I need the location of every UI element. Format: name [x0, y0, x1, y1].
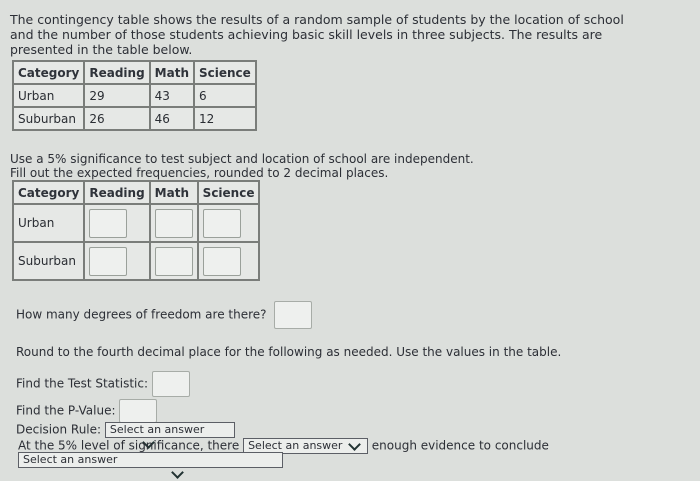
expected-cell — [85, 243, 148, 279]
dof-question — [16, 301, 312, 329]
dof-label: How many degrees of freedom are there? — [16, 307, 267, 322]
table-row — [14, 205, 258, 241]
expected-table — [12, 180, 260, 281]
pvalue-input[interactable] — [119, 399, 157, 423]
observed-table — [12, 60, 257, 131]
row-label-suburban: Suburban — [14, 108, 83, 129]
cell-urban-math: 43 — [151, 85, 193, 106]
expected-header-row — [14, 182, 258, 203]
expected-suburban-reading-input[interactable] — [89, 247, 127, 276]
expected-cell — [199, 205, 259, 241]
conclusion-select-text: Select an answer — [248, 439, 343, 452]
conclusion-suffix: enough evidence to conclude — [371, 438, 549, 453]
expected-urban-reading-input[interactable] — [89, 209, 127, 238]
col-header-science: Science — [199, 182, 259, 203]
test-stat-input[interactable] — [152, 371, 190, 397]
col-header-reading: Reading — [85, 62, 148, 83]
col-header-science: Science — [195, 62, 255, 83]
decision-rule-select[interactable] — [105, 422, 235, 438]
cell-urban-science: 6 — [195, 85, 255, 106]
test-stat-label: Find the Test Statistic: — [16, 376, 148, 391]
expected-cell — [151, 205, 197, 241]
col-header-math: Math — [151, 62, 193, 83]
final-select-text: Select an answer — [23, 453, 118, 466]
final-row — [18, 452, 283, 468]
conclusion-prefix: At the 5% level of significance, there — [18, 438, 240, 453]
observed-header-row — [14, 62, 255, 83]
cell-suburban-reading: 26 — [85, 108, 148, 129]
problem-intro: The contingency table shows the results of a random sample of students by the location of school and the number of those students achieving basic skill levels in three subjects. The results are presented in the table below. — [10, 12, 624, 57]
expected-suburban-science-input[interactable] — [203, 247, 241, 276]
cell-urban-reading: 29 — [85, 85, 148, 106]
test-stat-row — [16, 371, 190, 397]
col-header-math: Math — [151, 182, 197, 203]
col-header-category: Category — [14, 62, 83, 83]
pvalue-row — [16, 399, 157, 423]
expected-urban-math-input[interactable] — [155, 209, 193, 238]
table-row — [14, 108, 255, 129]
cell-suburban-science: 12 — [195, 108, 255, 129]
instruction-expected: Fill out the expected frequencies, rounded to 2 decimal places. — [10, 166, 389, 180]
col-header-reading: Reading — [85, 182, 148, 203]
col-header-category: Category — [14, 182, 83, 203]
dof-input[interactable] — [274, 301, 312, 329]
final-select[interactable] — [18, 452, 283, 468]
table-row — [14, 243, 258, 279]
decision-label: Decision Rule: — [16, 422, 102, 437]
decision-row — [16, 422, 235, 438]
row-label-urban: Urban — [14, 205, 83, 241]
pvalue-label: Find the P-Value: — [16, 403, 116, 418]
round-note: Round to the fourth decimal place for the following as needed. Use the values in the table. — [16, 345, 562, 359]
chevron-down-icon — [171, 466, 184, 479]
table-row — [14, 85, 255, 106]
cell-suburban-math: 46 — [151, 108, 193, 129]
expected-urban-science-input[interactable] — [203, 209, 241, 238]
row-label-suburban: Suburban — [14, 243, 83, 279]
instruction-significance: Use a 5% significance to test subject and location of school are independent. — [10, 152, 474, 166]
expected-cell — [151, 243, 197, 279]
expected-suburban-math-input[interactable] — [155, 247, 193, 276]
chevron-down-icon — [348, 438, 361, 451]
row-label-urban: Urban — [14, 85, 83, 106]
decision-select-text: Select an answer — [109, 423, 205, 436]
expected-cell — [199, 243, 259, 279]
expected-cell — [85, 205, 148, 241]
